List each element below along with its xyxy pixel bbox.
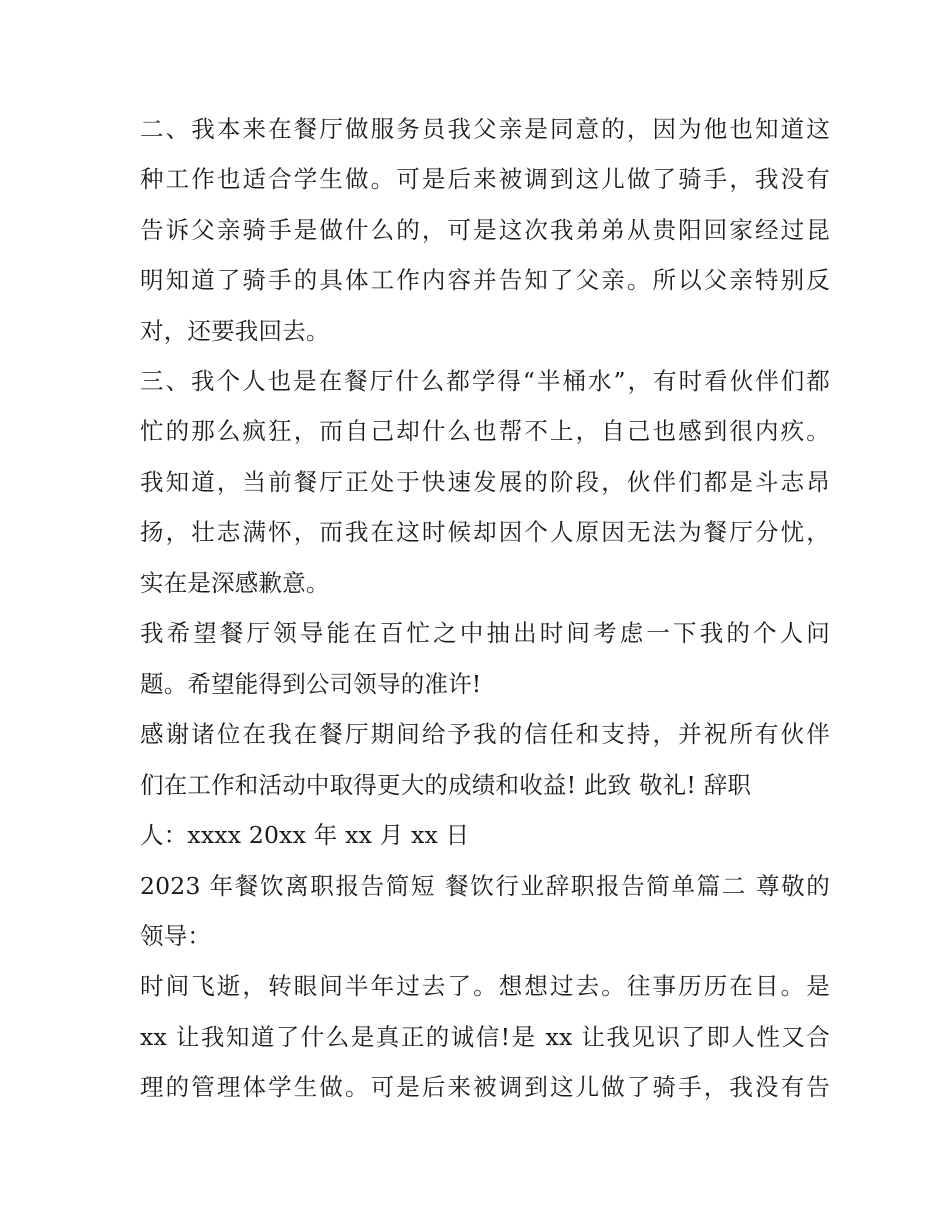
paragraph-line: 明知道了骑手的具体工作内容并告知了父亲。所以父亲特别反 bbox=[140, 266, 830, 294]
paragraph-line: 我希望餐厅领导能在百忙之中抽出时间考虑一下我的个人问 bbox=[140, 619, 830, 647]
signature-line: 人：xxxx 20xx 年 xx 月 xx 日 bbox=[140, 821, 470, 849]
paragraph-line: 时间飞逝，转眼间半年过去了。想想过去。往事历历在目。是 bbox=[140, 972, 830, 1000]
paragraph-line: 扬，壮志满怀，而我在这时候却因个人原因无法为餐厅分忧， bbox=[140, 518, 830, 546]
paragraph-line: 感谢诸位在我在餐厅期间给予我的信任和支持，并祝所有伙伴 bbox=[140, 720, 830, 748]
paragraph-line: 种工作也适合学生做。可是后来被调到这儿做了骑手，我没有 bbox=[140, 165, 830, 193]
paragraph-line: 对，还要我回去。 bbox=[140, 317, 330, 345]
paragraph-line: 告诉父亲骑手是做什么的，可是这次我弟弟从贵阳回家经过昆 bbox=[140, 216, 830, 244]
paragraph-line: 实在是深感歉意。 bbox=[140, 569, 330, 597]
salutation-line: 领导： bbox=[140, 922, 212, 950]
paragraph-line: xx 让我知道了什么是真正的诚信!是 xx 让我见识了即人性又合 bbox=[140, 1023, 830, 1051]
paragraph-line: 理的管理体学生做。可是后来被调到这儿做了骑手，我没有告 bbox=[140, 1073, 830, 1101]
paragraph-line: 题。希望能得到公司领导的准许! bbox=[140, 670, 482, 698]
paragraph-line: 我知道，当前餐厅正处于快速发展的阶段，伙伴们都是斗志昂 bbox=[140, 468, 830, 496]
paragraph-line: 二、我本来在餐厅做服务员我父亲是同意的，因为他也知道这 bbox=[140, 115, 830, 143]
paragraph-line: 三、我个人也是在餐厅什么都学得“半桶水”，有时看伙伴们都 bbox=[140, 367, 830, 395]
paragraph-line: 忙的那么疯狂，而自己却什么也帮不上，自己也感到很内疚。 bbox=[140, 417, 830, 445]
paragraph-line: 们在工作和活动中取得更大的成绩和收益! 此致 敬礼! 辞职 bbox=[140, 771, 752, 799]
section-heading-line: 2023 年餐饮离职报告简短 餐饮行业辞职报告简单篇二 尊敬的 bbox=[140, 872, 830, 900]
